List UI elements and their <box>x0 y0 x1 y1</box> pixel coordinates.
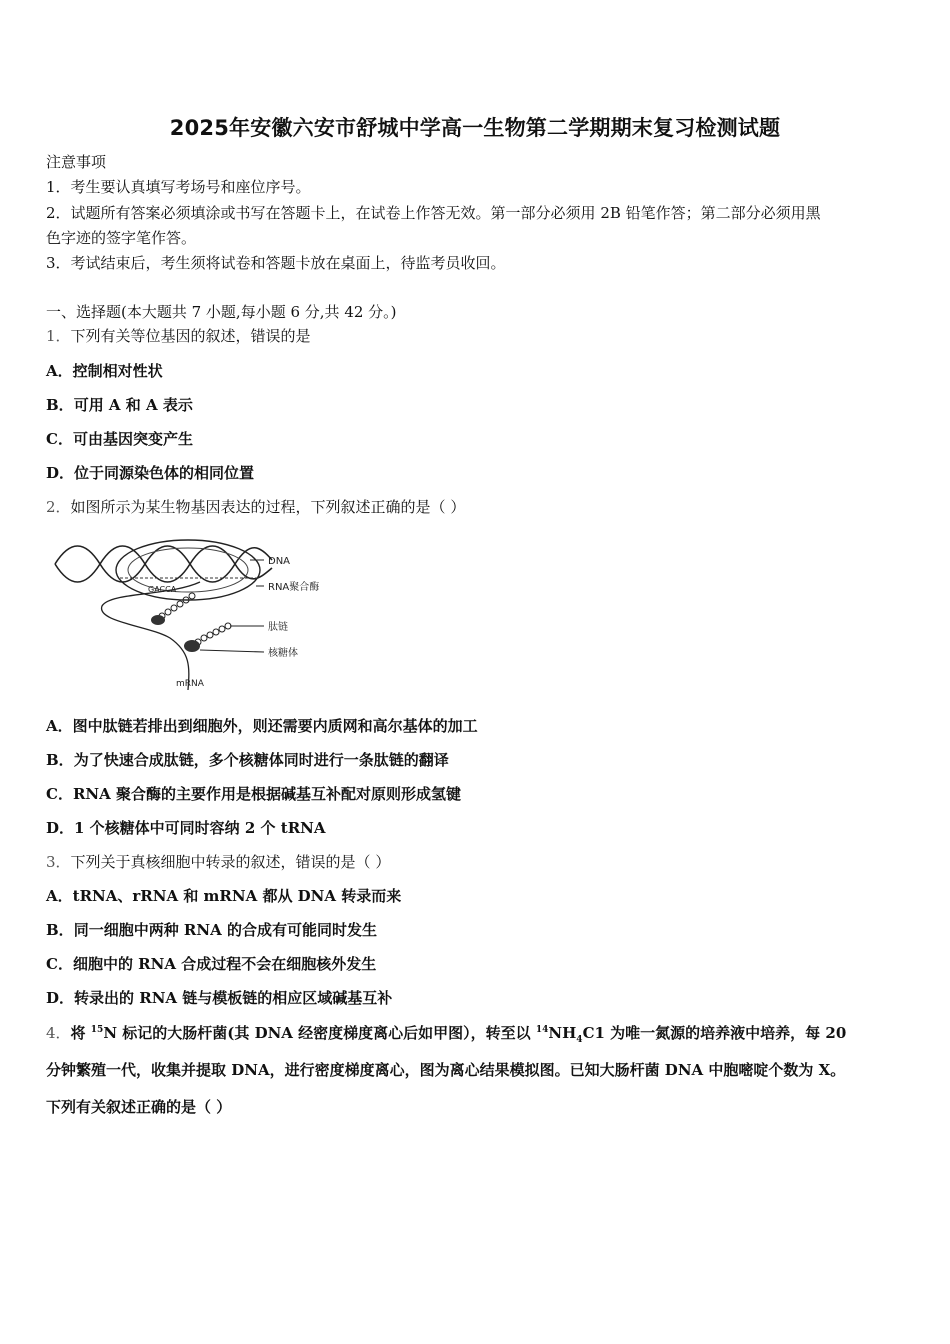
label-dna: DNA <box>268 556 291 567</box>
question-3-option-b[interactable]: B．同一细胞中两种 RNA 的合成有可能同时发生 <box>46 921 377 939</box>
question-2-option-a[interactable]: A．图中肽链若排出到细胞外，则还需要内质网和高尔基体的加工 <box>46 717 478 735</box>
question-4-stem-line-3: 下列有关叙述正确的是（ ） <box>46 1098 232 1116</box>
question-2-option-b[interactable]: B．为了快速合成肽链，多个核糖体同时进行一条肽链的翻译 <box>46 751 449 769</box>
question-3-stem <box>46 852 390 872</box>
question-1-option-a[interactable]: A．控制相对性状 <box>46 362 163 380</box>
question-2-option-c[interactable]: C．RNA 聚合酶的主要作用是根据碱基互补配对原则形成氢键 <box>46 785 461 803</box>
question-number: 3． <box>46 853 71 871</box>
label-peptide: 肽链 <box>268 622 288 633</box>
section-heading: 一、选择题(本大题共 7 小题,每小题 6 分,共 42 分。) <box>46 303 397 321</box>
notice-item: 3．考试结束后，考生须将试卷和答题卡放在桌面上，待监考员收回。 <box>46 254 506 272</box>
peptide-chain-1 <box>159 593 195 619</box>
label-leader <box>200 650 264 652</box>
question-3-option-d[interactable]: D．转录出的 RNA 链与模板链的相应区域碱基互补 <box>46 989 393 1007</box>
label-mrna: mRNA <box>176 679 204 689</box>
dna-strand <box>55 546 272 582</box>
question-text: 下列关于真核细胞中转录的叙述，错误的是（ ） <box>70 853 391 871</box>
notice-item: 色字迹的签字笔作答。 <box>46 229 197 247</box>
question-1-option-b[interactable]: B．可用 A 和 A 表示 <box>46 396 193 414</box>
question-number: 4． <box>46 1024 71 1042</box>
question-1-option-c[interactable]: C．可由基因突变产生 <box>46 430 193 448</box>
question-2-option-d[interactable]: D．1 个核糖体中可同时容纳 2 个 tRNA <box>46 819 326 837</box>
label-ribosome: 核糖体 <box>268 648 298 659</box>
question-4-stem-line-2: 分钟繁殖一代，收集并提取 DNA，进行密度梯度离心，图为离心结果模拟图。已知大肠杆菌 DNA 中胞嘧啶个数为 X。 <box>46 1061 846 1079</box>
peptide-chain-2 <box>195 623 231 645</box>
question-2-stem <box>46 497 465 517</box>
question-1-stem <box>46 326 311 346</box>
question-1-option-d[interactable]: D．位于同源染色体的相同位置 <box>46 464 255 482</box>
question-3-option-c[interactable]: C．细胞中的 RNA 合成过程不会在细胞核外发生 <box>46 955 377 973</box>
ribosome <box>184 640 200 652</box>
notice-item: 1．考生要认真填写考场号和座位序号。 <box>46 178 311 196</box>
question-number: 1． <box>46 327 71 345</box>
notice-heading: 注意事项 <box>46 153 107 171</box>
label-rna-polymerase: RNA聚合酶 <box>268 582 320 593</box>
gene-expression-figure <box>50 526 350 692</box>
question-3-option-a[interactable]: A．tRNA、rRNA 和 mRNA 都从 DNA 转录而来 <box>46 887 402 905</box>
question-text: 如图所示为某生物基因表达的过程，下列叙述正确的是（ ） <box>70 498 466 516</box>
notice-item: 2．试题所有答案必须填涂或书写在答题卡上，在试卷上作答无效。第一部分必须用 2B 铅笔作答；第二部分必须用黑 <box>46 204 821 222</box>
ribosome <box>151 615 165 625</box>
question-text: 下列有关等位基因的叙述，错误的是 <box>70 327 311 345</box>
dna-strand <box>55 546 272 582</box>
question-4-stem-line-1: 4．将 $^{15}$N 标记的大肠杆菌(其 DNA 经密度梯度离心后如甲图），转至以 $^{14}NH_4C1$ 为唯一氮源的培养液中培养，每 20 <box>46 1024 847 1045</box>
page-title: 2025年安徽六安市舒城中学高一生物第二学期期末复习检测试题 <box>169 116 781 140</box>
gene-expression-diagram <box>50 526 350 692</box>
mrna-strand <box>102 582 200 690</box>
question-number: 2． <box>46 498 71 516</box>
sequence-label: GACCA <box>148 585 177 594</box>
